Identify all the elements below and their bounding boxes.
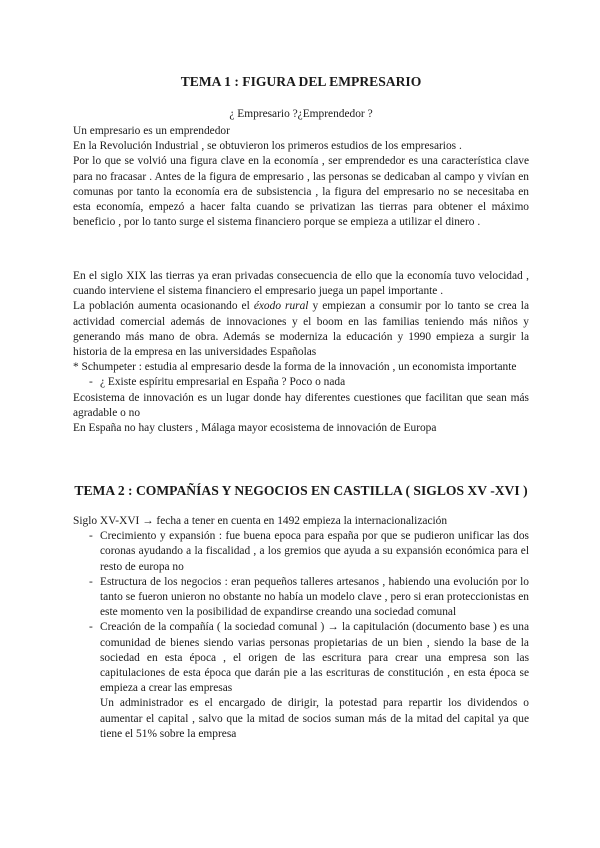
tema1-body-block xyxy=(73,269,529,436)
list-item: - Crecimiento y expansión : fue buena epoca para españa por que se pudieron unificar las dos coronas ayudando a la fiscalidad , a los gremios que ayuda a su expansión económica para el resto de europa no xyxy=(73,529,529,575)
paragraph: En el siglo XIX las tierras ya eran privadas consecuencia de ello que la economía tuvo velocidad , cuando interviene el sistema financiero el empresario juega un papel importante . xyxy=(73,270,529,298)
list-item: - Creación de la compañía ( la sociedad comunal ) → la capitulación (documento base ) es una comunidad de bienes siendo varias personas propietarias de un bien , siendo la base de la sociedad en esta época , el origen de las escritura para crear una empresa son las capitulaciones de esta época que darán pie a las escrituras de constitución , en esta época se empieza a crear las empresas xyxy=(73,620,529,696)
tema1-title: TEMA 1 : FIGURA DEL EMPRESARIO xyxy=(180,74,422,89)
tema1-intro-block xyxy=(73,124,529,230)
paragraph: Ecosistema de innovación es un lugar donde hay diferentes cuestiones que facilitan que sean más agradable o no xyxy=(73,391,529,419)
list-item: - Estructura de los negocios : eran pequeños talleres artesanos , habiendo una evolución por lo tanto se fueron unieron no obstante no había un modelo clave , pero si eran proteccionistas en este momento ven la posibilidad de expandirse creando una sociedad comunal xyxy=(73,575,529,621)
paragraph: En España no hay clusters , Málaga mayor ecosistema de innovación de Europa xyxy=(73,422,437,435)
text-run: y empiezan a consumir por lo tanto se crea la actividad comercial además de innovaciones y el boom en las familias teniendo más niños y generando más mano de obra. Además se moderniza la educación y 1990 empieza a surgir la historia de la empresa en las universidades Españolas xyxy=(73,300,530,359)
bullet-list xyxy=(73,529,529,696)
paragraph: Siglo XV-XVI → fecha a tener en cuenta en 1492 empieza la internacionalización xyxy=(73,515,448,527)
tema2-title: TEMA 2 : COMPAÑÍAS Y NEGOCIOS EN CASTILLA ( SIGLOS XV -XVI ) xyxy=(74,483,528,498)
paragraph: * Schumpeter : estudia al empresario desde la forma de la innovación , un economista importante xyxy=(73,361,517,374)
bullet-list xyxy=(73,375,529,390)
emphasis-text: éxodo rural xyxy=(253,300,309,313)
tema2-body-block xyxy=(73,514,529,742)
paragraph xyxy=(73,299,529,360)
paragraph: Por lo que se volvió una figura clave en la economía , ser emprendedor es una característica clave para no fracasar . Antes de la figura de empresario , las personas se dedicaban al campo y vivían en comunas por tanto la economía era de subsistencia , la figura del empresario no se necesitaba en esta economía, empezó a hacer falta cuando se privatizan las tierras para obtener el máximo beneficio , por lo tanto surge el sistema financiero porque se empieza a utilizar el dinero . xyxy=(73,155,529,229)
list-item: - ¿ Existe espíritu empresarial en España ? Poco o nada xyxy=(73,375,529,390)
paragraph: Un administrador es el encargado de dirigir, la potestad para repartir los dividendos o aumentar el capital , salvo que la mitad de socios suman más de la mitad del capital ya que tiene el 51% sobre la empresa xyxy=(100,697,529,740)
paragraph: En la Revolución Industrial , se obtuvieron los primeros estudios de los empresarios . xyxy=(73,140,462,153)
paragraph: Un empresario es un emprendedor xyxy=(73,125,230,137)
text-run: La población aumenta ocasionando el xyxy=(73,300,254,313)
tema1-subtitle: ¿ Empresario ?¿Emprendedor ? xyxy=(229,108,373,120)
